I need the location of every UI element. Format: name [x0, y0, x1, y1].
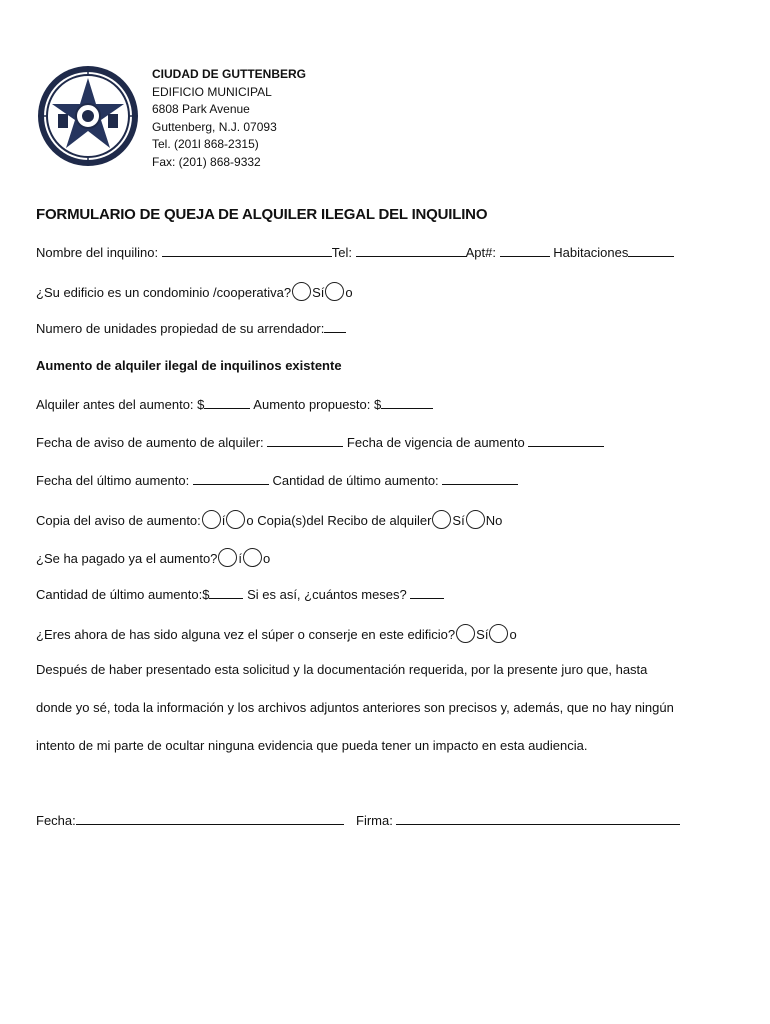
date-row: [36, 812, 344, 828]
proposed-field[interactable]: [381, 396, 433, 409]
super-yes-label: Sí: [476, 627, 489, 642]
last-increase-amount-label: Cantidad de último aumento:: [272, 473, 439, 488]
condo-yes-label: Sí: [312, 285, 325, 300]
receipt-yes-radio[interactable]: [432, 510, 451, 529]
paid-yes-label: í: [238, 551, 243, 566]
effective-date-field[interactable]: [528, 434, 604, 447]
paid-row: [36, 548, 270, 567]
fax: Fax: (201) 868-9332: [152, 154, 261, 169]
tel-field[interactable]: [356, 244, 466, 257]
receipt-no-radio[interactable]: [466, 510, 485, 529]
declaration-line-1: Después de haber presentado esta solicitud y la documentación requerida, por la presente juro que, hasta: [36, 662, 648, 677]
super-question: ¿Eres ahora de has sido alguna vez el súper o conserje en este edificio?: [36, 627, 456, 642]
super-no-radio[interactable]: [489, 624, 508, 643]
signature-label: Firma:: [356, 813, 393, 828]
city-state-zip: Guttenberg, N.J. 07093: [152, 119, 277, 134]
signature-row: [356, 812, 680, 828]
last-increase-date-field[interactable]: [193, 472, 269, 485]
paid-no-label: o: [263, 551, 271, 566]
notice-copy-yes-label: í: [221, 513, 226, 528]
date-label: Fecha:: [36, 813, 76, 828]
receipt-copy-label: Copia(s)del Recibo de alquiler: [257, 513, 432, 528]
section-heading: Aumento de alquiler ilegal de inquilinos existente: [36, 358, 342, 373]
months-question: Si es así, ¿cuántos meses?: [247, 587, 407, 602]
rooms-field[interactable]: [628, 244, 674, 257]
tenant-name-label: Nombre del inquilino:: [36, 245, 159, 260]
condo-yes-radio[interactable]: [292, 282, 311, 301]
apt-field[interactable]: [500, 244, 550, 257]
condo-question: ¿Su edificio es un condominio /cooperativa?: [36, 285, 292, 300]
last-amount-field[interactable]: [209, 586, 243, 599]
paid-no-radio[interactable]: [243, 548, 262, 567]
declaration-line-2: donde yo sé, toda la información y los archivos adjuntos anteriores son precisos y, además, que no hay ningún: [36, 700, 674, 715]
condo-no-label: o: [345, 285, 353, 300]
super-no-label: o: [509, 627, 517, 642]
paid-question: ¿Se ha pagado ya el aumento?: [36, 551, 218, 566]
telephone: Tel. (201l 868-2315): [152, 137, 259, 151]
notice-date-label: Fecha de aviso de aumento de alquiler:: [36, 435, 264, 450]
rent-before-label: Alquiler antes del aumento: $: [36, 397, 205, 412]
apt-label: Apt#:: [465, 245, 496, 260]
street-address: 6808 Park Avenue: [152, 102, 250, 116]
tenant-info-row: [36, 244, 674, 260]
units-row: [36, 320, 346, 336]
municipal-header: [152, 66, 306, 171]
form-title: FORMULARIO DE QUEJA DE ALQUILER ILEGAL DEL INQUILINO: [36, 206, 488, 223]
months-field[interactable]: [410, 586, 444, 599]
date-field[interactable]: [76, 812, 344, 825]
notice-copy-yes-radio[interactable]: [202, 510, 221, 529]
receipt-yes-label: Sí: [452, 513, 465, 528]
rent-row: [36, 396, 433, 412]
city-seal-icon: [36, 64, 140, 168]
last-increase-amount-field[interactable]: [442, 472, 518, 485]
notice-copy-no-radio[interactable]: [226, 510, 245, 529]
units-question: Numero de unidades propiedad de su arrendador:: [36, 321, 325, 336]
notice-copy-label: Copia del aviso de aumento:: [36, 513, 201, 528]
amount-months-row: [36, 586, 444, 602]
rent-before-field[interactable]: [204, 396, 250, 409]
copies-row: [36, 510, 502, 529]
notice-date-field[interactable]: [267, 434, 343, 447]
last-increase-date-label: Fecha del último aumento:: [36, 473, 190, 488]
tenant-name-field[interactable]: [162, 244, 332, 257]
declaration-line-3: intento de mi parte de ocultar ninguna evidencia que pueda tener un impacto en esta audiencia.: [36, 738, 588, 753]
paid-yes-radio[interactable]: [218, 548, 237, 567]
super-yes-radio[interactable]: [456, 624, 475, 643]
tel-label: Tel:: [331, 245, 352, 260]
proposed-label: Aumento propuesto: $: [253, 397, 382, 412]
receipt-no-label: No: [485, 513, 503, 528]
building-name: EDIFICIO MUNICIPAL: [152, 84, 272, 99]
units-field[interactable]: [324, 320, 346, 333]
notice-copy-no-label: o: [246, 513, 254, 528]
signature-field[interactable]: [396, 812, 680, 825]
last-increase-row: [36, 472, 518, 488]
city-name: CIUDAD DE GUTTENBERG: [152, 67, 307, 81]
super-row: [36, 624, 517, 643]
notice-date-row: [36, 434, 604, 450]
effective-date-label: Fecha de vigencia de aumento: [346, 435, 525, 450]
condo-no-radio[interactable]: [325, 282, 344, 301]
last-amount-label: Cantidad de último aumento:$: [36, 587, 210, 602]
rooms-label: Habitaciones: [553, 245, 629, 260]
condo-row: [36, 282, 353, 301]
